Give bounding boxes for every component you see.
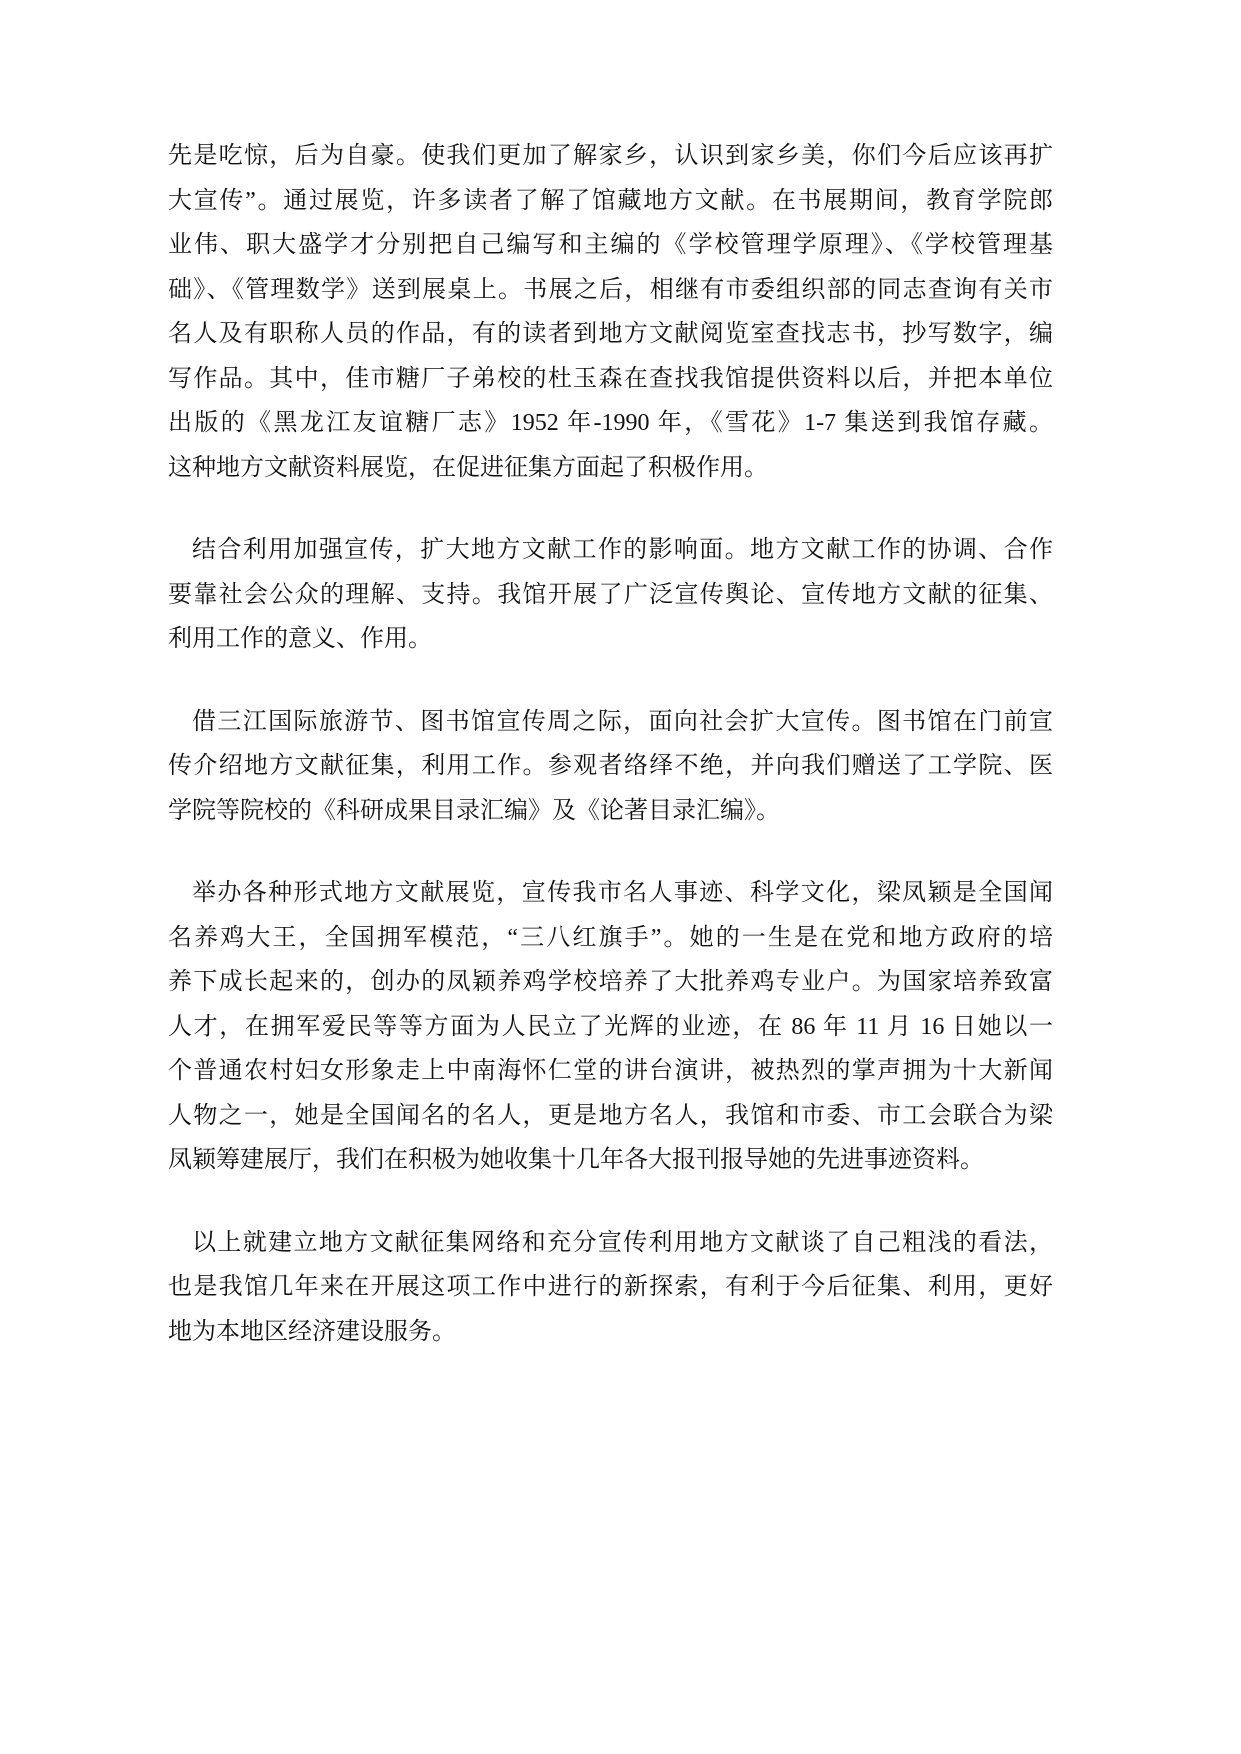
- text-line: 结合利用加强宣传，扩大地方文献工作的影响面。地方文献工作的协调、合作: [192, 537, 1053, 563]
- text-line: 出版的《黑龙江友谊糖厂志》1952 年-1990 年，《雪花》1-7 集送到我馆存藏。: [168, 410, 1053, 436]
- text-line: 传介绍地方文献征集，利用工作。参观者络绎不绝，并向我们赠送了工学院、医: [168, 753, 1053, 779]
- paragraph-exhibition-effect: [168, 134, 1053, 490]
- text-line: 这种地方文献资料展览，在促进征集方面起了积极作用。: [168, 454, 768, 481]
- document-body: [168, 134, 1053, 1392]
- text-line: 大宣传”。通过展览，许多读者了解了馆藏地方文献。在书展期间，教育学院郎: [168, 187, 1053, 214]
- text-line: 先是吃惊，后为自豪。使我们更加了解家乡，认识到家乡美，你们今后应该再扩: [168, 143, 1053, 169]
- text-line: 以上就建立地方文献征集网络和充分宣传利用地方文献谈了自己粗浅的看法，: [192, 1229, 1053, 1256]
- paragraph-tourism-festival: [168, 700, 1053, 834]
- paragraph-conclusion: [168, 1221, 1053, 1355]
- text-line: 要靠社会公众的理解、支持。我馆开展了广泛宣传舆论、宣传地方文献的征集、: [168, 581, 1053, 608]
- text-line: 人物之一，她是全国闻名的名人，更是地方名人，我馆和市委、市工会联合为梁: [168, 1102, 1053, 1129]
- text-line: 学院等院校的《科研成果目录汇编》及《论著目录汇编》。: [168, 797, 780, 824]
- text-line: 养下成长起来的，创办的凤颖养鸡学校培养了大批养鸡专业户。为国家培养致富: [168, 969, 1053, 995]
- text-line: 写作品。其中，佳市糖厂子弟校的杜玉森在查找我馆提供资料以后，并把本单位: [168, 365, 1053, 392]
- text-line: 地为本地区经济建设服务。: [168, 1318, 456, 1345]
- text-line: 业伟、职大盛学才分别把自己编写和主编的《学校管理学原理》、《学校管理基: [168, 232, 1053, 258]
- text-line: 利用工作的意义、作用。: [168, 626, 432, 652]
- text-line: 础》、《管理数学》送到展桌上。书展之后，相继有市委组织部的同志查询有关市: [168, 276, 1053, 303]
- paragraph-publicity: [168, 528, 1053, 662]
- text-line: 人才，在拥军爱民等等方面为人民立了光辉的业迹，在 86 年 11 月 16 日她以一: [168, 1013, 1053, 1040]
- text-line: 名养鸡大王，全国拥军模范，“三八红旗手”。她的一生是在党和地方政府的培: [168, 924, 1053, 951]
- text-line: 借三江国际旅游节、图书馆宣传周之际，面向社会扩大宣传。图书馆在门前宣: [192, 708, 1053, 735]
- text-line: 名人及有职称人员的作品，有的读者到地方文献阅览室查找志书，抄写数字，编: [168, 321, 1053, 347]
- text-line: 凤颖筹建展厅，我们在积极为她收集十几年各大报刊报导她的先进事迹资料。: [168, 1147, 984, 1173]
- paragraph-exhibitions: [168, 871, 1053, 1183]
- text-line: 也是我馆几年来在开展这项工作中进行的新探索，有利于今后征集、利用，更好: [168, 1274, 1053, 1300]
- text-line: 个普通农村妇女形象走上中南海怀仁堂的讲台演讲，被热烈的掌声拥为十大新闻: [168, 1058, 1053, 1084]
- text-line: 举办各种形式地方文献展览，宣传我市名人事迹、科学文化，梁凤颖是全国闻: [192, 880, 1053, 906]
